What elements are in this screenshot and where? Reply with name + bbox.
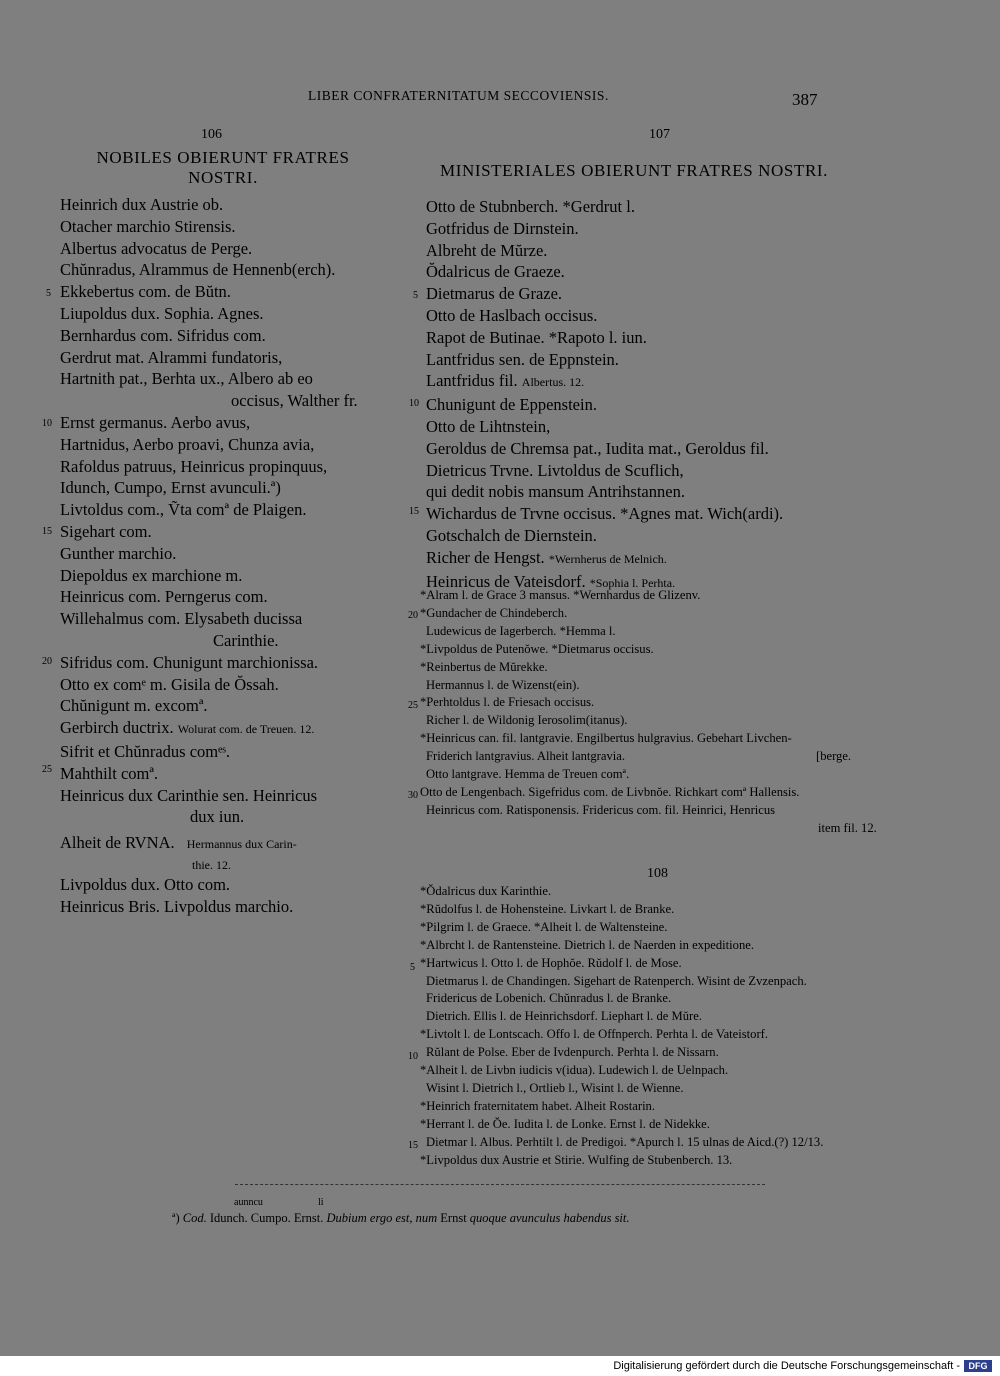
footnote-superscript-right: li — [318, 1197, 324, 1208]
footnote — [172, 1211, 630, 1226]
line-number: 10 — [409, 398, 419, 409]
list-item: *Alram l. de Grace 3 mansus. *Wernhardus de Glizenv. — [420, 588, 701, 602]
list-item: Ernst germanus. Aerbo avus, — [60, 412, 251, 432]
list-item: Otto de Lihtnstein, — [426, 416, 551, 436]
list-item — [426, 547, 783, 571]
footnote-ernst: Ernst — [440, 1211, 467, 1225]
list-item: *Gundacher de Chindeberch. — [420, 605, 568, 620]
line-number: 15 — [409, 506, 419, 517]
right-column-small-text — [420, 587, 877, 838]
list-item-main: Heinricus de Vateisdorf. — [426, 571, 586, 591]
page-number: 387 — [792, 90, 818, 109]
list-item: *Hartwicus l. Otto l. de Hophŏe. Rŭdolf l. de Mose. — [420, 955, 682, 970]
running-title: LIBER CONFRATERNITATUM SECCOVIENSIS. — [308, 88, 609, 103]
list-item: Otto ex comᵉ m. Gisila de Ŏssah. — [60, 674, 279, 694]
list-item: Otto de Lengenbach. Sigefridus com. de Livbnŏe. Richkart comª Hallensis. — [420, 784, 800, 799]
list-item — [426, 370, 783, 394]
footnote-italic-end: quoque avunculus habendus sit. — [469, 1211, 630, 1225]
list-item: Sifrit et Chŭnradus comᵉˢ. — [60, 741, 230, 761]
separator-rule — [235, 1184, 765, 1185]
list-item: *Heinrich fraternitatem habet. Alheit Rostarin. — [420, 1098, 656, 1113]
credit-bar — [0, 1356, 1000, 1376]
left-column-text — [60, 194, 358, 918]
list-item: Chŭnigunt m. excomª. — [60, 696, 208, 716]
line-number: 20 — [408, 610, 418, 621]
list-item: Rŭlant de Polse. Eber de Ivdenpurch. Perhta l. de Nissarn. — [426, 1045, 719, 1060]
line-number: 5 — [46, 288, 51, 299]
line-number: 10 — [408, 1051, 418, 1062]
list-item: Rapot de Butinae. *Rapoto l. iun. — [426, 327, 647, 347]
section-title-107: MINISTERIALES OBIERUNT FRATRES NOSTRI. — [440, 161, 829, 180]
list-item: Lantfridus sen. de Eppnstein. — [426, 349, 619, 369]
dfg-logo: DFG — [964, 1360, 992, 1372]
section-number-108: 108 — [647, 866, 668, 881]
list-item: Hartnidus, Aerbo proavi, Chunza avia, — [60, 434, 315, 454]
list-item: Carinthie. — [213, 630, 279, 650]
list-item: Hartnith pat., Berhta ux., Albero ab eo — [60, 369, 313, 389]
list-item-continuation: [berge. — [816, 749, 852, 764]
list-item — [420, 748, 877, 766]
line-number: 5 — [413, 290, 418, 301]
list-item: occisus, Walther fr. — [231, 391, 358, 411]
list-item: Heinricus Bris. Livpoldus marchio. — [60, 896, 294, 916]
list-item: Albertus advocatus de Perge. — [60, 238, 253, 258]
list-item: *Livtolt l. de Lontscach. Offo l. de Offnperch. Perhta l. de Vateistorf. — [420, 1027, 768, 1042]
list-item-small: Wolurat com. de Treuen. 12. — [177, 722, 315, 737]
list-item: Ludewicus de Iagerberch. *Hemma l. — [426, 623, 616, 638]
list-item: *Ŏdalricus dux Karinthie. — [420, 884, 552, 898]
list-item-main: Lantfridus fil. — [426, 371, 518, 391]
line-number: 20 — [42, 656, 52, 667]
list-item: Geroldus de Chremsa pat., Iudita mat., Geroldus fil. — [426, 438, 769, 458]
list-item: dux iun. — [190, 807, 245, 827]
list-item: Gunther marchio. — [60, 543, 177, 563]
footnote-names: Idunch. Cumpo. Ernst. — [209, 1211, 324, 1225]
list-item: Liupoldus dux. Sophia. Agnes. — [60, 303, 264, 323]
list-item: item fil. 12. — [818, 820, 877, 835]
list-item: Ekkebertus com. de Bŭtn. — [60, 282, 231, 302]
list-item: Gerdrut mat. Alrammi fundatoris, — [60, 347, 283, 367]
list-item: Hermannus l. de Wizenst(ein). — [426, 677, 580, 692]
list-item — [60, 832, 358, 856]
list-item: Dietrich. Ellis l. de Heinrichsdorf. Liephart l. de Mŭre. — [426, 1009, 702, 1024]
credit-text: Digitalisierung gefördert durch die Deutsche Forschungsgemeinschaft - — [613, 1360, 960, 1372]
list-item: Bernhardus com. Sifridus com. — [60, 325, 266, 345]
list-item: Ŏdalricus de Graeze. — [426, 262, 565, 282]
list-item: Gotfridus de Dirnstein. — [426, 218, 579, 238]
list-item: Idunch, Cumpo, Ernst avunculi.ª) — [60, 478, 281, 498]
list-item: *Albrcht l. de Rantensteine. Dietrich l. de Naerden in expeditione. — [420, 937, 754, 952]
list-item: *Pilgrim l. de Graece. *Alheit l. de Waltensteine. — [420, 919, 668, 934]
footnote-superscript-left: aunncu — [234, 1197, 263, 1208]
list-item: Fridericus de Lobenich. Chŭnradus l. de Branke. — [426, 991, 672, 1006]
list-item: *Alheit l. de Livbn iudicis v(idua). Ludewich l. de Uelnpach. — [420, 1063, 729, 1078]
list-item: Wichardus de Trvne occisus. *Agnes mat. Wich(ardi). — [426, 504, 784, 524]
list-item-small: Hermannus dux Carin- — [186, 837, 297, 852]
list-item: *Perhtoldus l. de Friesach occisus. — [420, 695, 595, 710]
list-item-small: *Wernherus de Melnich. — [548, 551, 667, 566]
right-column-text — [426, 196, 783, 594]
list-item: Richer l. de Wildonig Ierosolim(itanus). — [426, 713, 628, 728]
section-title-106-line2: NOSTRI. — [188, 168, 258, 187]
list-item: *Herrant l. de Ŏe. Iudita l. de Lonke. Ernst l. de Nidekke. — [420, 1116, 710, 1131]
section-title-106 — [58, 148, 388, 188]
section-108-text — [420, 883, 823, 1170]
list-item: *Livpoldus de Putenŏwe. *Dietmarus occisus. — [420, 641, 654, 656]
list-item: Wisint l. Dietrich l., Ortlieb l., Wisint l. de Wienne. — [426, 1080, 684, 1095]
section-title-106-line1: NOBILES OBIERUNT FRATRES — [96, 148, 350, 167]
list-item: *Heinricus can. fil. lantgravie. Engilbertus hulgravius. Gebehart Livchen- — [420, 731, 792, 746]
list-item: Heinricus dux Carinthie sen. Heinricus — [60, 785, 318, 805]
list-item: Livtoldus com., Ṽta comª de Plaigen. — [60, 500, 307, 520]
footnote-cod: Cod. — [182, 1211, 207, 1225]
list-item — [60, 717, 358, 741]
line-number: 25 — [408, 700, 418, 711]
list-item-main: Gerbirch ductrix. — [60, 718, 174, 738]
list-item-main: Richer de Hengst. — [426, 547, 545, 567]
list-item: Dietmar l. Albus. Perhtilt l. de Predigoi. *Apurch l. 15 ulnas de Aicd.(?) 12/13. — [426, 1134, 824, 1149]
list-item-small: Albertus. 12. — [521, 375, 585, 390]
list-item: Albreht de Mŭrze. — [426, 240, 548, 260]
list-item: Chŭnradus, Alrammus de Hennenb(erch). — [60, 260, 336, 280]
list-item: *Livpoldus dux Austrie et Stirie. Wulfing de Stubenberch. 13. — [420, 1152, 733, 1167]
footnote-italic: Dubium ergo est, num — [326, 1211, 438, 1225]
list-item: *Reinbertus de Mŭrekke. — [420, 659, 548, 674]
list-item: Otto de Haslbach occisus. — [426, 305, 598, 325]
list-item: qui dedit nobis mansum Antrihstannen. — [426, 482, 685, 502]
list-item-main: Friderich lantgravius. Alheit lantgravia. — [426, 749, 625, 764]
list-item: Heinrich dux Austrie ob. — [60, 195, 224, 214]
list-item: Gotschalch de Diernstein. — [426, 525, 597, 545]
list-item: Chunigunt de Eppenstein. — [426, 395, 597, 415]
list-item: Willehalmus com. Elysabeth ducissa — [60, 609, 303, 629]
list-item: Otto de Stubnberch. *Gerdrut l. — [426, 197, 635, 216]
line-number: 10 — [42, 418, 52, 429]
list-item: Livpoldus dux. Otto com. — [60, 874, 231, 894]
list-item: Heinricus com. Perngerus com. — [60, 587, 268, 607]
list-item: Otacher marchio Stirensis. — [60, 216, 236, 236]
section-number-107: 107 — [649, 127, 670, 142]
list-item: Sifridus com. Chunigunt marchionissa. — [60, 652, 319, 672]
list-item: thie. 12. — [192, 857, 231, 872]
list-item: Rafoldus patruus, Heinricus propinquus, — [60, 456, 328, 476]
footnote-marker: ª) — [172, 1211, 180, 1225]
line-number: 30 — [408, 790, 418, 801]
line-number: 25 — [42, 764, 52, 775]
list-item: Otto lantgrave. Hemma de Treuen comª. — [426, 767, 630, 782]
line-number: 15 — [42, 526, 52, 537]
line-number: 5 — [410, 962, 415, 973]
list-item: Mahthilt comª. — [60, 763, 159, 783]
section-number-106: 106 — [201, 127, 222, 142]
list-item-main: Alheit de RVNA. — [60, 833, 175, 853]
list-item: Diepoldus ex marchione m. — [60, 565, 243, 585]
list-item: Dietmarus l. de Chandingen. Sigehart de Ratenperch. Wisint de Zvzenpach. — [426, 973, 807, 988]
list-item-small: *Sophia l. Perhta. — [589, 575, 676, 590]
list-item: *Rŭdolfus l. de Hohensteine. Livkart l. de Branke. — [420, 901, 675, 916]
line-number: 15 — [408, 1140, 418, 1151]
list-item: Sigehart com. — [60, 521, 152, 541]
list-item: Dietricus Trvne. Livtoldus de Scuflich, — [426, 460, 684, 480]
list-item: Heinricus com. Ratisponensis. Fridericus com. fil. Heinrici, Henricus — [426, 802, 776, 817]
list-item: Dietmarus de Graze. — [426, 284, 563, 304]
